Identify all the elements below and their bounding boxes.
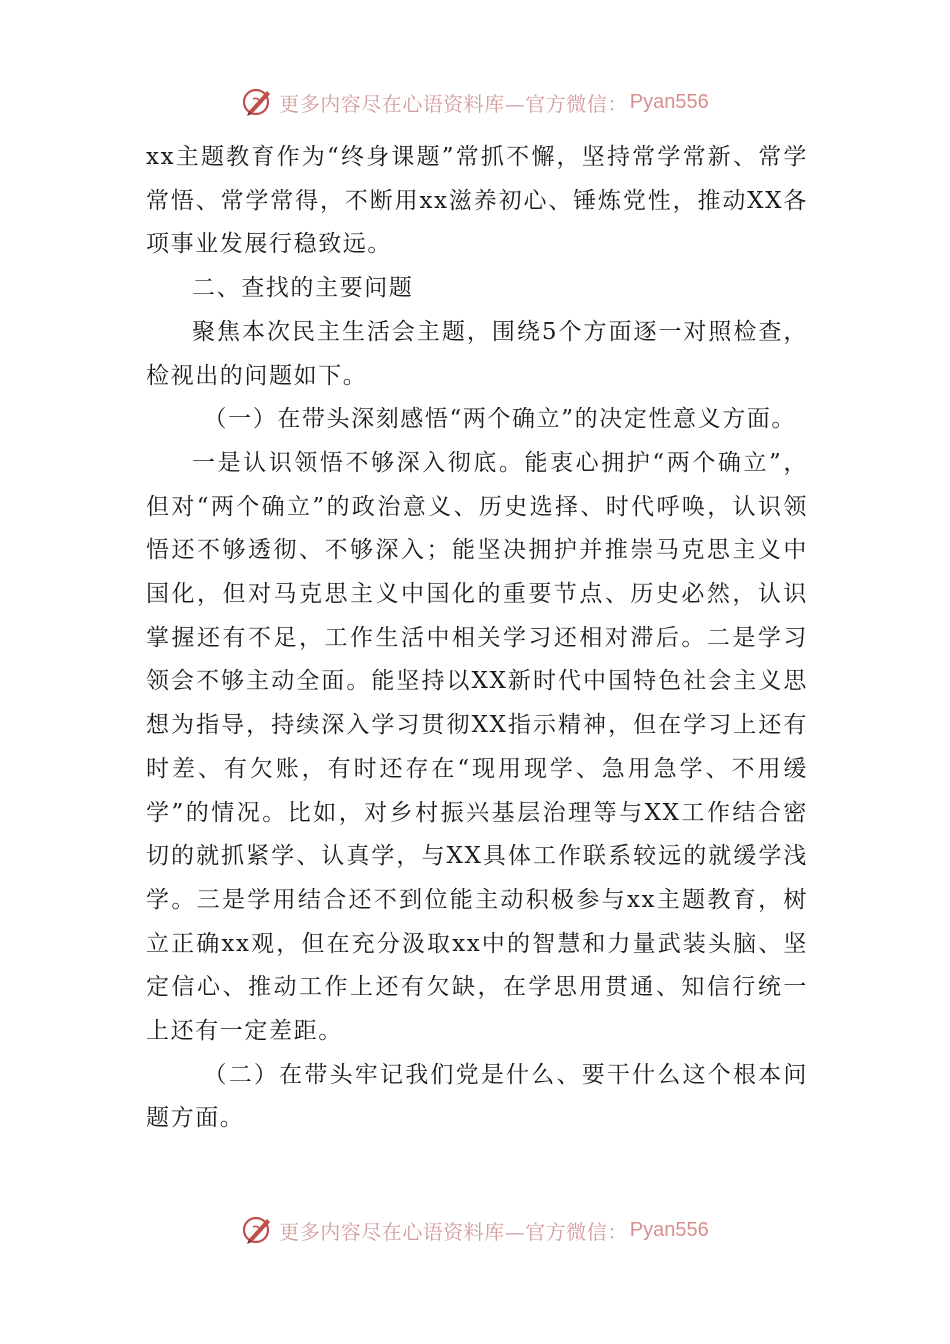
watermark-text: 更多内容尽在心语资料库—官方微信： [279,91,628,116]
watermark-wechat-id: Pyan556 [629,1218,709,1241]
section-heading-problems: 二、查找的主要问题 [192,275,414,302]
paragraph-intro-tail: xx主题教育作为“终身课题”常抓不懈，坚持常学常新、常学常悟、常学常得，不断用xx滋养初心、锤炼党性，推动XX各项事业发展行稳致远。 [146,144,808,258]
subsection-heading-1: （一）在带头深刻感悟“两个确立”的决定性意义方面。 [203,406,797,433]
document-body [146,136,808,1141]
paragraph-problems-1: 一是认识领悟不够深入彻底。能衷心拥护“两个确立”，但对“两个确立”的政治意义、历史选择、时代呼唤，认识领悟还不够透彻、不够深入；能坚决拥护并推崇马克思主义中国化，但对马克思主义中国化的重要节点、历史必然，认识掌握还有不足，工作生活中相关学习还相对滞后。二是学习领会不够主动全面。能坚持以XX新时代中国特色社会主义思想为指导，持续深入学习贯彻XX指示精神，但在学习上还有时差、有欠账，有时还存在“现用现学、急用急学、不用缓学”的情况。比如，对乡村振兴基层治理等与XX工作结合密切的就抓紧学、认真学，与XX具体工作联系较远的就缓学浅学。三是学用结合还不到位能主动积极参与xx主题教育，树立正确xx观，但在充分汲取xx中的智慧和力量武装头脑、坚定信心、推动工作上还有欠缺，在学思用贯通、知信行统一上还有一定差距。 [146,449,808,1045]
paragraph-overview: 聚焦本次民主生活会主题，围绕5个方面逐一对照检查，检视出的问题如下。 [146,318,808,389]
watermark-wechat-id: Pyan556 [629,90,709,113]
watermark-header [0,82,950,122]
watermark-footer [0,1210,950,1250]
subsection-heading-2: （二）在带头牢记我们党是什么、要干什么这个根本问题方面。 [146,1061,808,1132]
pen-logo-icon [241,1213,275,1247]
watermark-text: 更多内容尽在心语资料库—官方微信： [279,1219,628,1244]
pen-logo-icon [241,85,275,119]
